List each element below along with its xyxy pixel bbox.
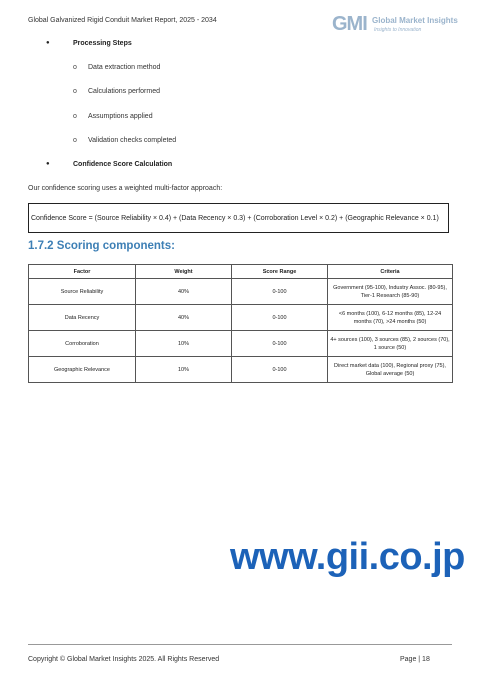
- cell-factor: Geographic Relevance: [29, 357, 136, 383]
- cell-factor: Source Reliability: [29, 279, 136, 305]
- confidence-score-label: Confidence Score Calculation: [73, 161, 173, 168]
- cell-weight: 10%: [136, 331, 232, 357]
- table-row: [29, 279, 453, 305]
- sub-bullet-icon: o: [73, 64, 77, 71]
- cell-weight: 10%: [136, 357, 232, 383]
- cell-factor: Data Recency: [29, 305, 136, 331]
- sub-bullet-icon: o: [73, 88, 77, 95]
- cell-weight: 40%: [136, 305, 232, 331]
- cell-score-range: 0-100: [232, 331, 328, 357]
- cell-score-range: 0-100: [232, 305, 328, 331]
- scoring-table: [28, 264, 453, 383]
- logo-tagline: Insights to Innovation: [374, 27, 422, 33]
- logo-mark: GMI: [332, 13, 367, 35]
- sub-bullet-icon: o: [73, 137, 77, 144]
- footer-divider: [28, 644, 452, 645]
- header-factor: Factor: [29, 265, 136, 279]
- processing-steps-label: Processing Steps: [73, 40, 132, 47]
- bullet-icon: ●: [46, 161, 50, 167]
- table-row: [29, 305, 453, 331]
- formula-box: Confidence Score = (Source Reliability × 0.4) + (Data Recency × 0.3) + (Corroboration Level × 0.2) + (Geographic Relevance × 0.1): [28, 203, 449, 233]
- report-title: Global Galvanized Rigid Conduit Market Report, 2025 - 2034: [28, 17, 217, 24]
- list-item: Validation checks completed: [88, 137, 177, 144]
- cell-factor: Corroboration: [29, 331, 136, 357]
- header-criteria: Criteria: [328, 265, 453, 279]
- table-row: [29, 331, 453, 357]
- cell-weight: 40%: [136, 279, 232, 305]
- gmi-logo: [332, 13, 458, 39]
- copyright-text: Copyright © Global Market Insights 2025. All Rights Reserved: [28, 656, 220, 663]
- page-number: Page | 18: [400, 656, 430, 663]
- watermark: www.gii.co.jp: [230, 536, 465, 578]
- cell-score-range: 0-100: [232, 357, 328, 383]
- table-row: [29, 357, 453, 383]
- intro-text: Our confidence scoring uses a weighted multi-factor approach:: [28, 185, 223, 192]
- cell-score-range: 0-100: [232, 279, 328, 305]
- cell-criteria: <6 months (100), 6-12 months (85), 12-24 months (70), >24 months (50): [328, 305, 453, 331]
- cell-criteria: 4+ sources (100), 3 sources (85), 2 sources (70), 1 source (50): [328, 331, 453, 357]
- bullet-icon: ●: [46, 40, 50, 46]
- cell-criteria: Government (95-100), Industry Assoc. (80-95), Tier-1 Research (85-90): [328, 279, 453, 305]
- cell-criteria: Direct market data (100), Regional proxy (75), Global average (50): [328, 357, 453, 383]
- sub-bullet-icon: o: [73, 113, 77, 120]
- list-item: Calculations performed: [88, 88, 160, 95]
- logo-name: Global Market Insights: [372, 16, 458, 25]
- header-weight: Weight: [136, 265, 232, 279]
- list-item: Data extraction method: [88, 64, 161, 71]
- section-heading: 1.7.2 Scoring components:: [28, 240, 175, 252]
- table-header-row: [29, 265, 453, 279]
- list-item: Assumptions applied: [88, 113, 153, 120]
- header-score-range: Score Range: [232, 265, 328, 279]
